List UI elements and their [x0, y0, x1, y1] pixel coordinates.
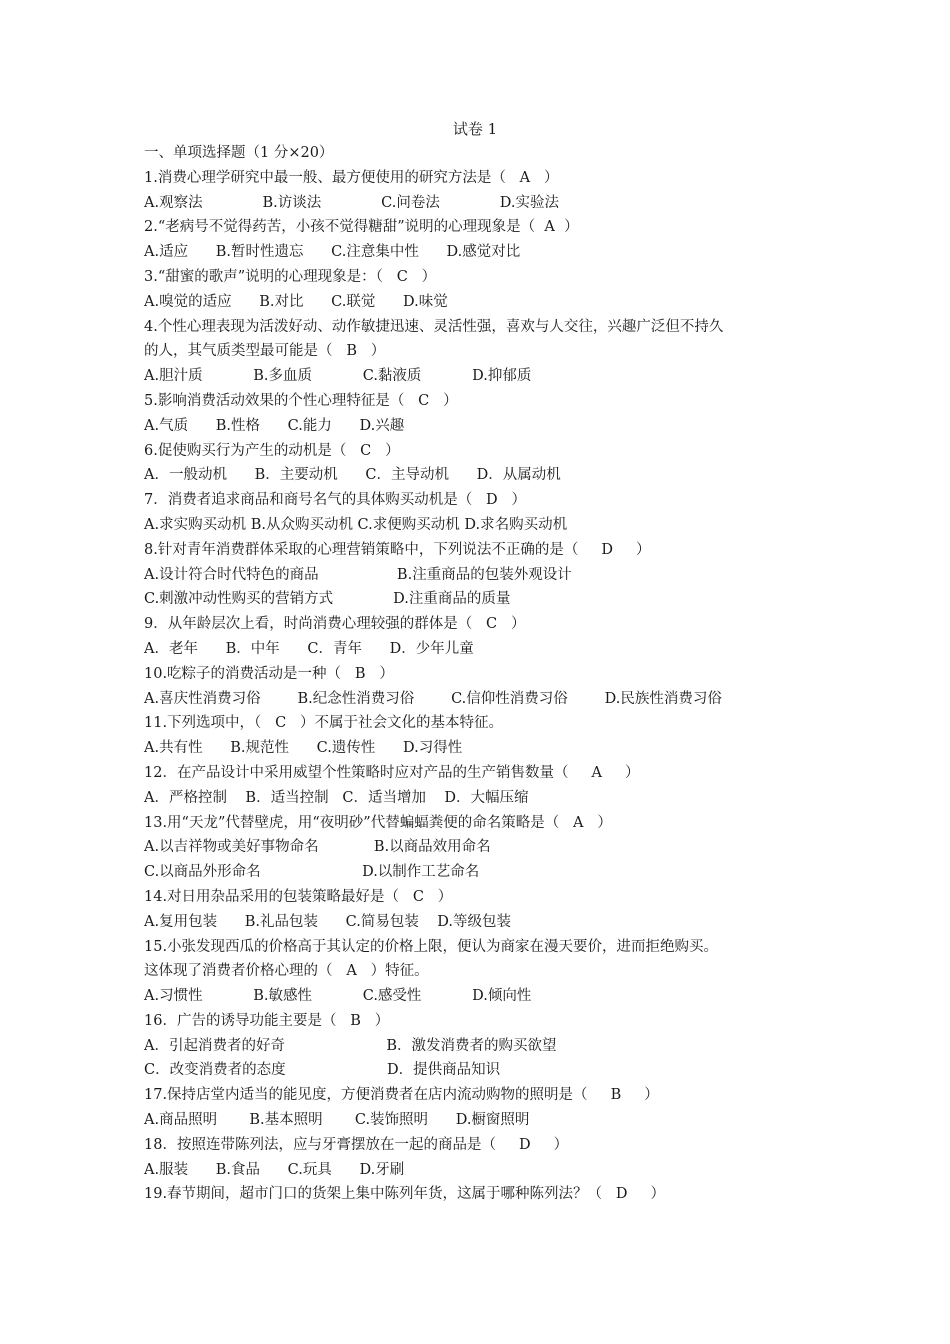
question-2: 2.“老病号不觉得药苦，小孩不觉得糖甜”说明的心理现象是（ A ）	[144, 219, 579, 236]
question-11-options: A.共有性 B.规范性 C.遗传性 D.习得性	[144, 740, 463, 757]
question-8-options-cd: C.刺激冲动性购买的营销方式 D.注重商品的质量	[144, 591, 511, 608]
question-4-cont: 的人，其气质类型最可能是（ B ）	[144, 343, 386, 360]
question-9-options: A．老年 B．中年 C．青年 D．少年儿童	[144, 640, 474, 657]
question-17-options: A.商品照明 B.基本照明 C.装饰照明 D.橱窗照明	[144, 1112, 530, 1129]
question-5: 5.影响消费活动效果的个性心理特征是（ C ）	[144, 392, 458, 409]
question-19: 19.春节期间，超市门口的货架上集中陈列年货，这属于哪种陈列法？（ D ）	[144, 1186, 666, 1203]
question-13-options-cd: C.以商品外形命名 D.以制作工艺命名	[144, 864, 480, 881]
question-12-options: A．严格控制 B．适当控制 C．适当增加 D．大幅压缩	[144, 789, 529, 806]
question-13: 13.用“天龙”代替壁虎，用“夜明砂”代替蝙蝠粪便的命名策略是（ A ）	[144, 814, 612, 831]
question-1: 1.消费心理学研究中最一般、最方便使用的研究方法是（ A ）	[144, 169, 559, 186]
question-6: 6.促使购买行为产生的动机是（ C ）	[144, 442, 400, 459]
question-8-options-ab: A.设计符合时代特色的商品 B.注重商品的包装外观设计	[144, 566, 572, 583]
question-15: 15.小张发现西瓜的价格高于其认定的价格上限，便认为商家在漫天要价，进而拒绝购买。	[144, 938, 719, 955]
question-17: 17.保持店堂内适当的能见度，方便消费者在店内流动购物的照明是（ B ）	[144, 1087, 659, 1104]
question-18: 18．按照连带陈列法，应与牙膏摆放在一起的商品是（ D ）	[144, 1136, 569, 1153]
question-10: 10.吃粽子的消费活动是一种（ B ）	[144, 665, 394, 682]
question-4-options: A.胆汁质 B.多血质 C.黏液质 D.抑郁质	[144, 368, 532, 385]
question-13-options-ab: A.以吉祥物或美好事物命名 B.以商品效用命名	[144, 839, 491, 856]
question-5-options: A.气质 B.性格 C.能力 D.兴趣	[144, 417, 405, 434]
question-18-options: A.服装 B.食品 C.玩具 D.牙刷	[144, 1161, 405, 1178]
question-1-options: A.观察法 B.访谈法 C.问卷法 D.实验法	[144, 194, 560, 211]
question-16-options-ab: A．引起消费者的好奇 B．激发消费者的购买欲望	[144, 1037, 557, 1054]
question-7: 7．消费者追求商品和商号名气的具体购买动机是（ D ）	[144, 492, 527, 509]
page-title: 试卷 1	[452, 120, 498, 138]
question-16-options-cd: C．改变消费者的态度 D．提供商品知识	[144, 1062, 501, 1079]
question-15-options: A.习惯性 B.敏感性 C.感受性 D.倾向性	[144, 988, 532, 1005]
question-10-options: A.喜庆性消费习俗 B.纪念性消费习俗 C.信仰性消费习俗 D.民族性消费习俗	[144, 690, 722, 707]
question-9: 9．从年龄层次上看，时尚消费心理较强的群体是（ C ）	[144, 616, 526, 633]
question-2-options: A.适应 B.暂时性遗忘 C.注意集中性 D.感觉对比	[144, 244, 521, 261]
question-4: 4.个性心理表现为活泼好动、动作敏捷迅速、灵活性强，喜欢与人交往，兴趣广泛但不持久	[144, 318, 724, 335]
question-8: 8.针对青年消费群体采取的心理营销策略中，下列说法不正确的是（ D ）	[144, 541, 651, 558]
question-3: 3.“甜蜜的歌声”说明的心理现象是：（ C ）	[144, 268, 437, 285]
question-15-cont: 这体现了消费者价格心理的（ A ）特征。	[144, 963, 429, 980]
question-14-options: A.复用包装 B.礼品包装 C.简易包装 D.等级包装	[144, 913, 511, 930]
question-6-options: A．一般动机 B．主要动机 C．主导动机 D．从属动机	[144, 467, 561, 484]
question-11: 11.下列选项中，（ C ）不属于社会文化的基本特征。	[144, 715, 504, 732]
question-7-options: A.求实购买动机 B.从众购买动机 C.求便购买动机 D.求名购买动机	[144, 516, 568, 533]
question-14: 14.对日用杂品采用的包装策略最好是（ C ）	[144, 888, 453, 905]
question-12: 12．在产品设计中采用威望个性策略时应对产品的生产销售数量（ A ）	[144, 764, 640, 781]
question-16: 16．广告的诱导功能主要是（ B ）	[144, 1012, 390, 1029]
question-list	[144, 141, 834, 1207]
question-3-options: A.嗅觉的适应 B.对比 C.联觉 D.味觉	[144, 293, 448, 310]
section-heading: 一、单项选择题（1 分×20）	[144, 145, 334, 161]
